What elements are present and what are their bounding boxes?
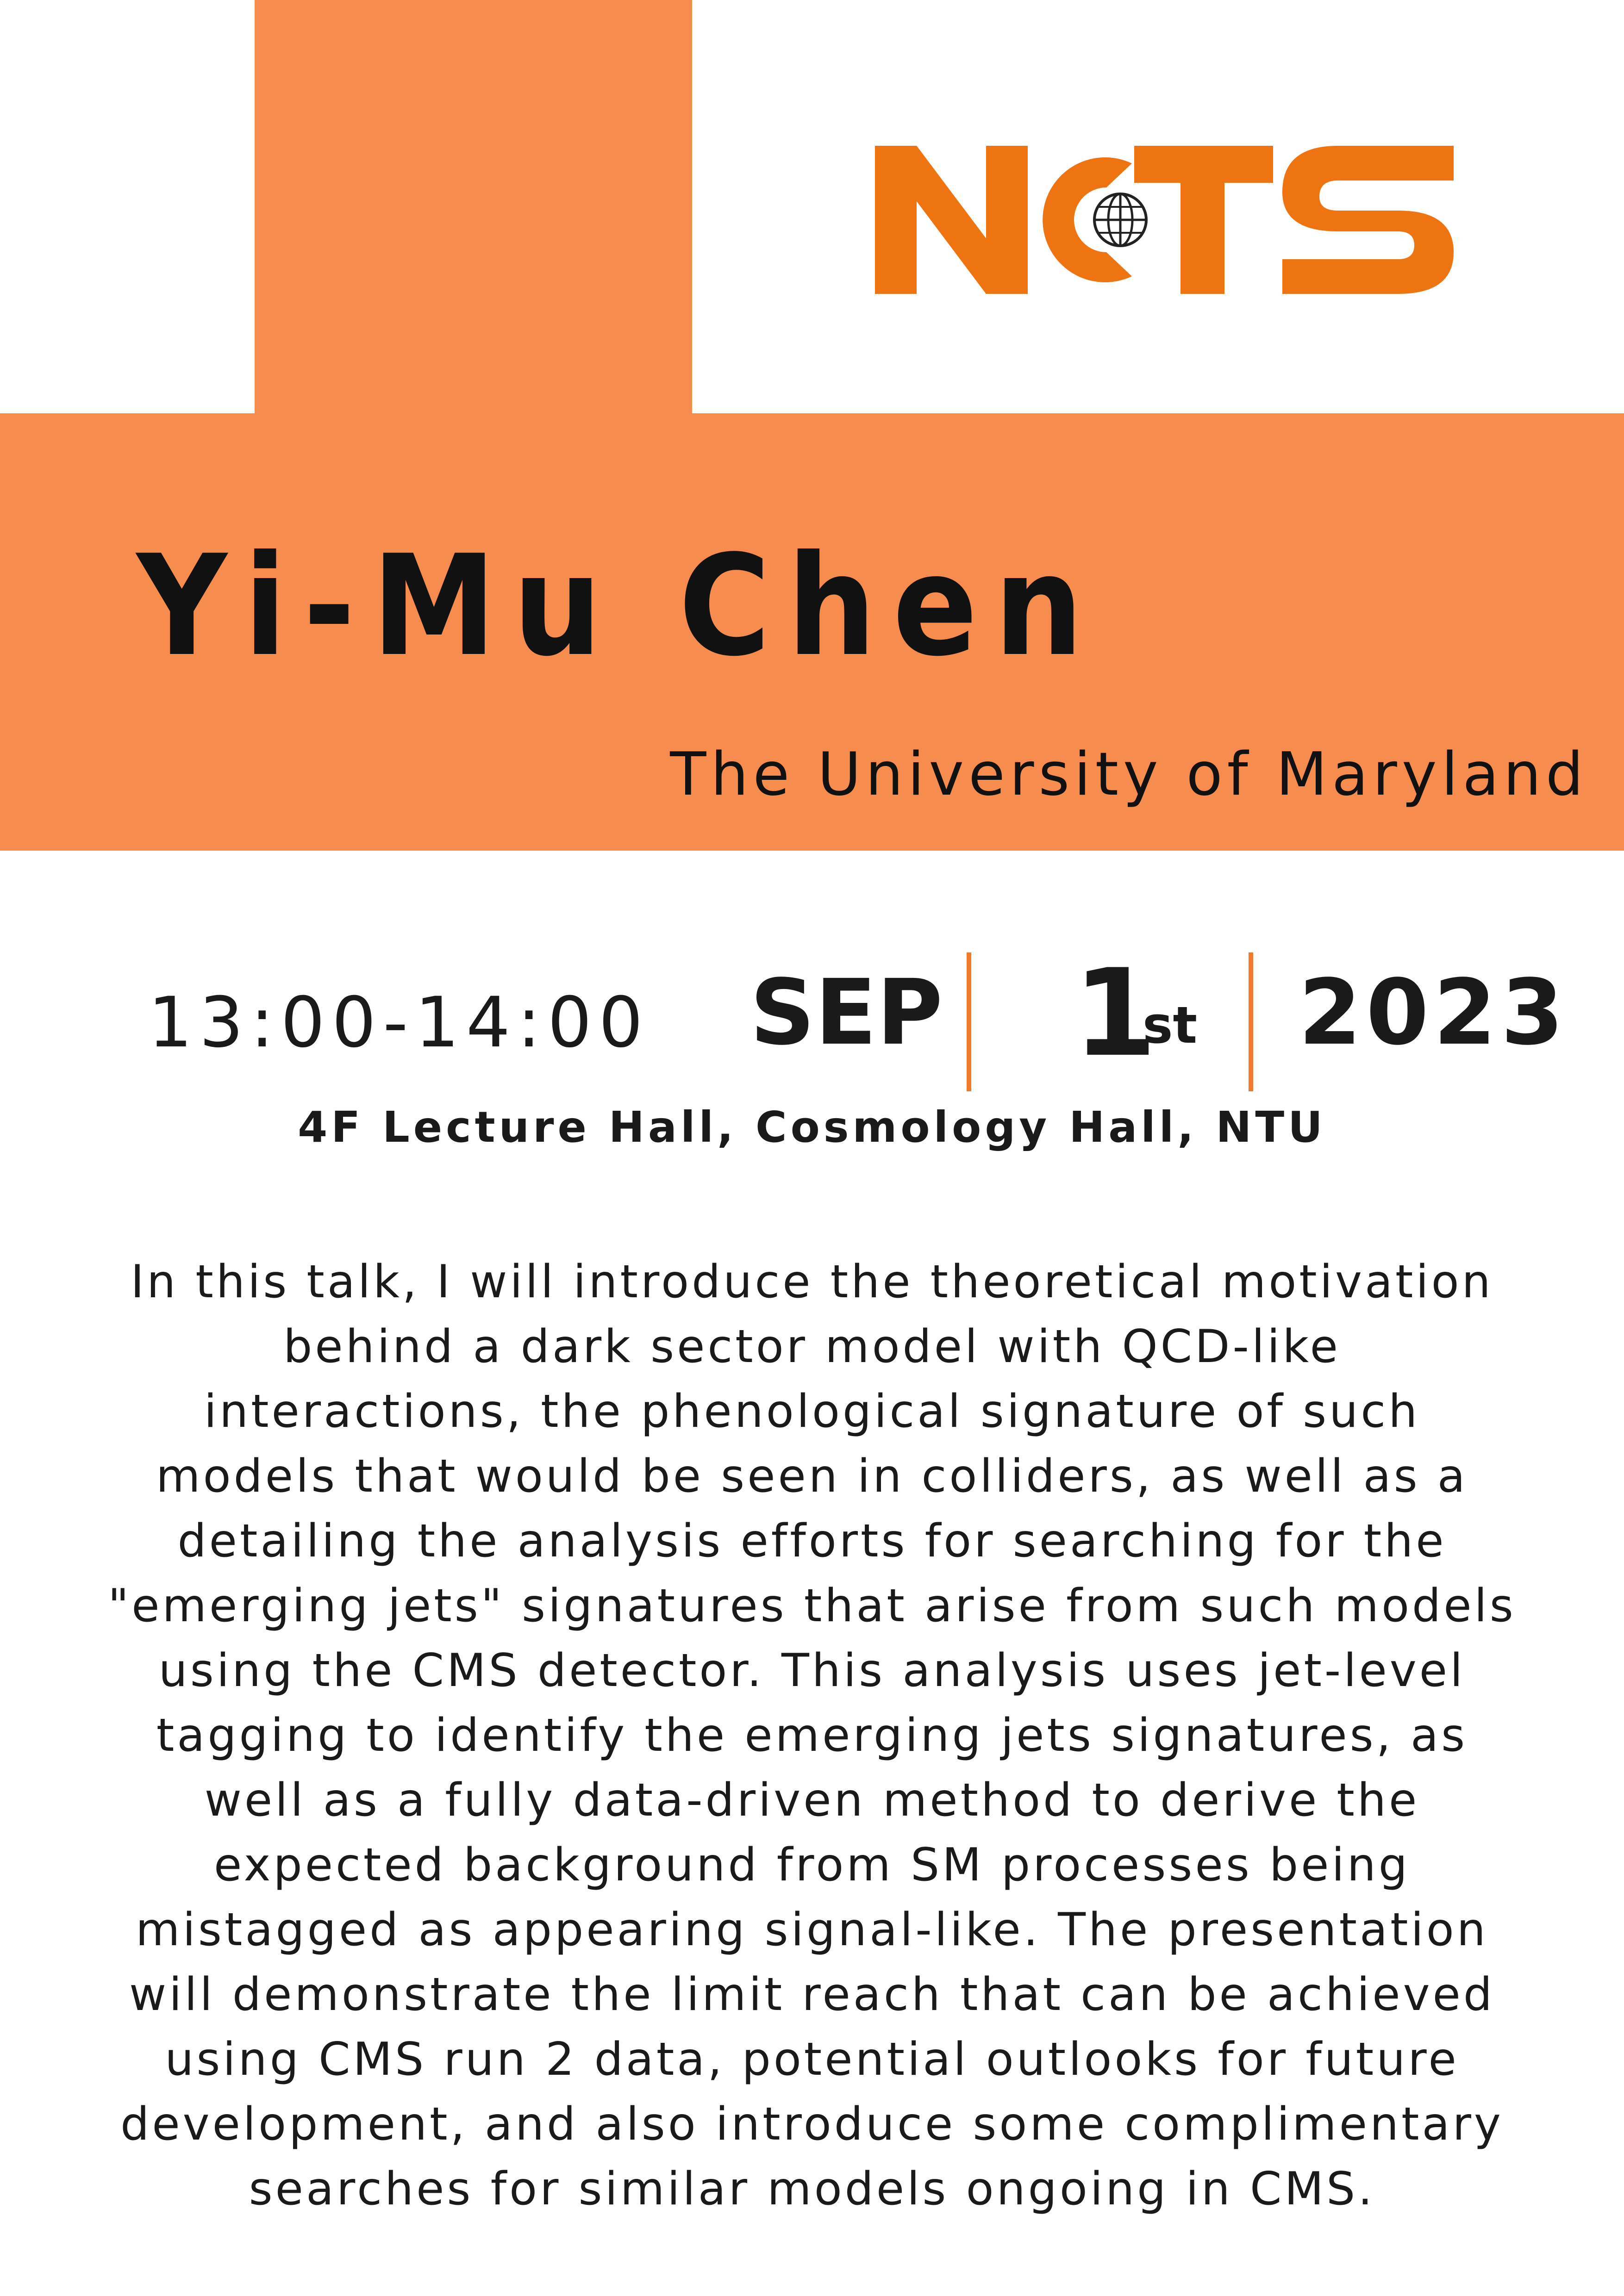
abstract-line: behind a dark sector model with QCD-like — [283, 1320, 1341, 1373]
abstract-line: detailing the analysis efforts for searching for the — [177, 1515, 1447, 1568]
ncts-logo — [875, 146, 1458, 294]
date-divider — [967, 952, 971, 1091]
abstract-line: tagging to identify the emerging jets signatures, as — [156, 1709, 1468, 1762]
speaker-affiliation: The University of Maryland — [670, 740, 1588, 809]
abstract-line: interactions, the phenological signature of such — [204, 1385, 1420, 1438]
abstract-line: "emerging jets" signatures that arise from such models — [108, 1580, 1516, 1632]
abstract-line: mistagged as appearing signal-like. The presentation — [136, 1904, 1488, 1956]
globe-icon — [1092, 191, 1149, 249]
event-time: 13:00-14:00 — [148, 983, 650, 1063]
event-venue: 4F Lecture Hall, Cosmology Hall, NTU — [298, 1102, 1326, 1152]
abstract-line: well as a fully data-driven method to derive the — [204, 1774, 1420, 1827]
abstract-line: using the CMS detector. This analysis uses jet-level — [158, 1644, 1466, 1697]
abstract-line: development, and also introduce some complimentary — [120, 2098, 1504, 2151]
date-divider — [1249, 952, 1253, 1091]
abstract-line: models that would be seen in colliders, as well as a — [156, 1450, 1468, 1503]
orange-top-block — [255, 0, 692, 417]
abstract-line: will demonstrate the limit reach that can be achieved — [129, 1968, 1495, 2021]
abstract-line: using CMS run 2 data, potential outlooks for future — [165, 2033, 1459, 2086]
event-day-suffix: st — [1143, 996, 1198, 1055]
event-month: SEP — [750, 960, 943, 1065]
talk-abstract — [51, 1250, 1573, 2221]
speaker-name: Yi-Mu Chen — [137, 525, 1100, 687]
abstract-line: expected background from SM processes being — [213, 1839, 1411, 1892]
abstract-line: searches for similar models ongoing in CMS. — [249, 2163, 1375, 2215]
abstract-line: In this talk, I will introduce the theoretical motivation — [131, 1256, 1493, 1308]
event-day: 1 — [1073, 944, 1157, 1083]
event-year: 2023 — [1299, 960, 1568, 1065]
